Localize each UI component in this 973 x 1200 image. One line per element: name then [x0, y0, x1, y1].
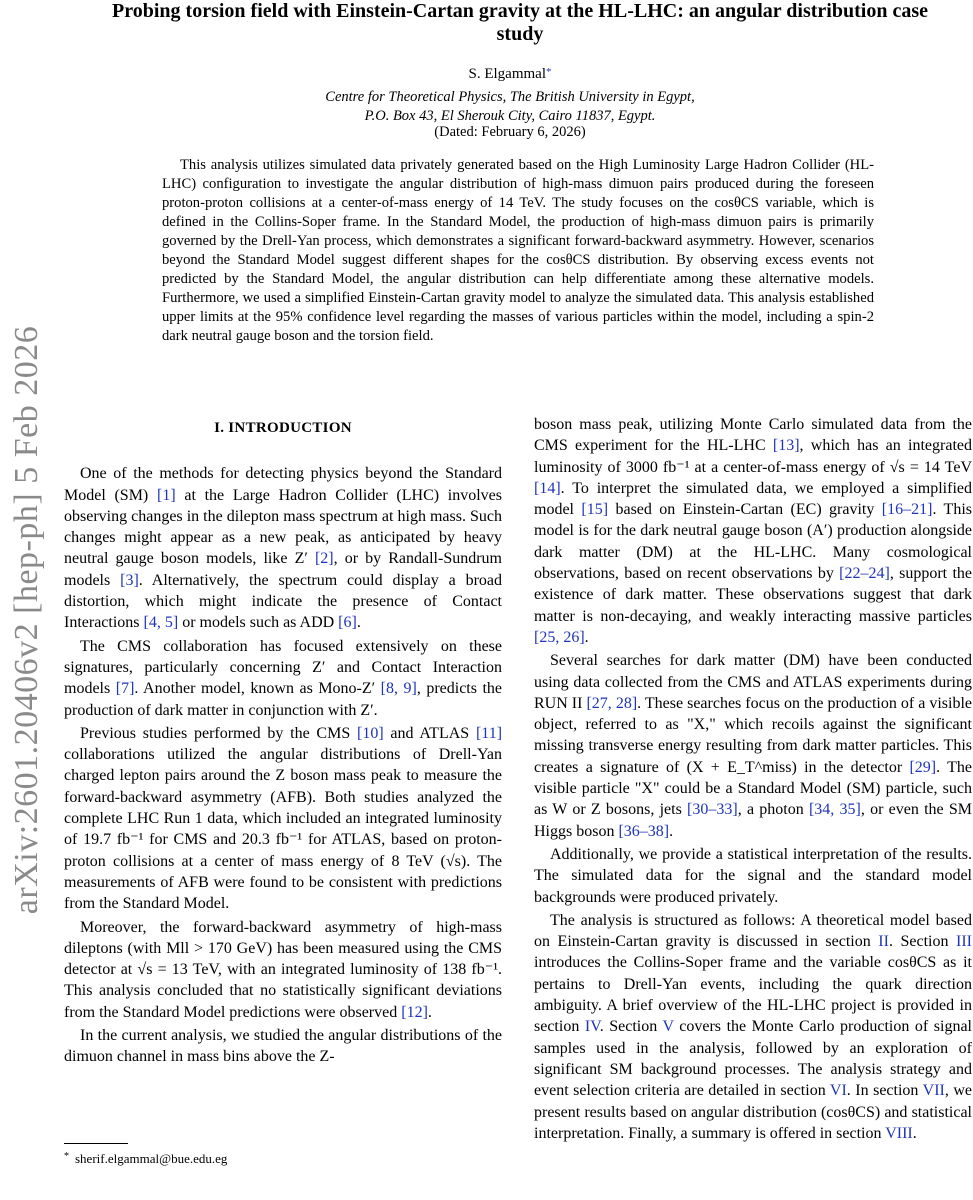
citation-link[interactable]: [3] [120, 571, 139, 589]
arxiv-identifier: arXiv:2601.20406v2 [hep-ph] 5 Feb 2026 [8, 325, 45, 915]
citation-link[interactable]: [4, 5] [143, 614, 179, 632]
text-run: . The visible particle "X" could be a Standard Model (SM) particle, such as W or Z bosons, jets [534, 758, 972, 819]
intro-paragraph-2 [64, 636, 502, 721]
text-run: . [584, 628, 589, 646]
intro-paragraph-4 [64, 917, 502, 1023]
intro-paragraph-5: In the current analysis, we studied the angular distributions of the dimuon channel in mass bins above the Z- [64, 1027, 502, 1066]
text-run: . This model is for the dark neutral gauge boson (A′) production alongside dark matter (DM) at the HL-LHC. Many cosmological observations, based on recent observations by [534, 501, 973, 583]
citation-link[interactable]: [6] [338, 614, 357, 632]
section-link[interactable]: V [662, 1018, 674, 1036]
text-run: boson mass peak, utilizing Monte Carlo simulated data from the CMS experiment for the HL-LHC [534, 416, 972, 455]
text-run: . [427, 1003, 432, 1021]
text-run: , support the existence of dark matter. These observations suggest that dark matter is non-decaying, and weakly interacting massive particles [534, 565, 972, 625]
arxiv-side-stamp [0, 300, 54, 940]
intro-paragraph-7: Additionally, we provide a statistical interpretation of the results. The simulated data for the signal and the standard model backgrounds were produced privately. [534, 845, 972, 906]
section-link[interactable]: III [956, 933, 972, 951]
citation-link[interactable]: [16–21] [881, 501, 933, 519]
intro-paragraph-5-continued [534, 414, 972, 648]
text-run: Previous studies performed by the CMS [80, 724, 357, 742]
author-line [200, 66, 820, 83]
text-run: The analysis is structured as follows: A theoretical model based on Einstein-Cartan gravity is discussed in section [534, 911, 972, 951]
citation-link[interactable]: [22–24] [839, 565, 890, 583]
citation-link[interactable]: [36–38] [618, 822, 670, 840]
left-column [64, 418, 502, 1070]
section-link[interactable]: VIII [885, 1124, 913, 1142]
paper-title: Probing torsion field with Einstein-Cartan gravity at the HL-LHC: an angular distribution case study [112, 0, 928, 45]
citation-link[interactable]: [10] [357, 724, 384, 742]
text-run: . Another model, known as Mono-Z′ [134, 680, 381, 698]
affiliation-line: Centre for Theoretical Physics, The British University in Egypt, [325, 89, 695, 105]
intro-paragraph-1 [64, 463, 502, 633]
citation-link[interactable]: [11] [475, 724, 503, 742]
footnote-email[interactable]: sherif.elgammal@bue.edu.eg [75, 1151, 228, 1166]
text-run: , which has an integrated luminosity of 3000 fb⁻¹ at a center-of-mass energy of √s = 14 TeV [534, 437, 973, 476]
author-name: S. Elgammal [468, 66, 546, 82]
affiliation-line: P.O. Box 43, El Sherouk City, Cairo 11837, Egypt. [364, 107, 656, 124]
text-run: at the Large Hadron Collider (LHC) involves observing changes in the dilepton mass spectrum at high mass. Such changes might appear as a new peak, as anticipated by heavy neutral gauge boson models, like Z′ [64, 486, 503, 568]
footnote-rule [64, 1143, 128, 1144]
text-run: One of the methods for detecting physics beyond the Standard Model (SM) [64, 465, 502, 504]
text-run: introduces the Collins-Soper frame and the variable cosθCS as it pertains to Drell-Yan events, including the quark direction ambiguity. A brief overview of the HL-LHC project is provided in section [534, 954, 972, 1036]
text-run: The CMS collaboration has focused extensively on these signatures, particularly concerning Z′ and Contact Interaction models [64, 637, 502, 698]
text-run: . Alternatively, the spectrum could display a broad distortion, which might indicate the presence of Contact Interactions [64, 571, 503, 632]
section-heading-introduction: I. INTRODUCTION [214, 420, 352, 436]
footnote-mark: * [64, 1151, 69, 1162]
author-footnote-mark[interactable]: * [546, 66, 552, 78]
text-run: , a photon [737, 801, 809, 819]
citation-link[interactable]: [13] [772, 437, 800, 455]
citation-link[interactable]: [7] [115, 680, 135, 698]
text-run: Several searches for dark matter (DM) have been conducted using data collected from the CMS and ATLAS experiments during RUN II [534, 652, 972, 712]
text-run: . [669, 822, 674, 840]
citation-link[interactable]: [1] [156, 486, 176, 504]
affiliation [200, 88, 820, 125]
text-run: , predicts the production of dark matter in conjunction with Z′. [64, 680, 503, 719]
citation-link[interactable]: [30–33] [687, 801, 738, 819]
text-run: . Section [599, 1018, 663, 1036]
text-run: and ATLAS [383, 724, 476, 742]
intro-paragraph-8 [534, 910, 972, 1144]
text-run: . To interpret the simulated data, we employed a simplified model [534, 479, 972, 519]
text-run: , or even the SM Higgs boson [534, 801, 973, 840]
section-link[interactable]: IV [584, 1018, 600, 1036]
date-line: (Dated: February 6, 2026) [434, 124, 586, 140]
citation-link[interactable]: [12] [401, 1003, 428, 1021]
text-run: based on Einstein-Cartan (EC) gravity [608, 501, 882, 519]
text-run: covers the Monte Carlo production of signal samples used in the analysis, followed by an exploration of significant SM background processes. The analysis strategy and event selection criteria are detailed in section [534, 1018, 972, 1100]
citation-link[interactable]: [25, 26] [534, 628, 585, 646]
text-run: . Section [888, 933, 957, 951]
text-run: . [356, 614, 361, 632]
section-link[interactable]: VI [829, 1082, 847, 1100]
citation-link[interactable]: [15] [581, 501, 609, 519]
text-run: , or by Randall-Sundrum models [64, 550, 503, 589]
text-run: collaborations utilized the angular distributions of Drell-Yan charged lepton pairs around the Z boson mass peak to measure the forward-backward asymmetry (AFB). Both studies analyzed the complete LHC Run 1 data, which included an integrated luminosity of 19.7 fb⁻¹ for CMS and 20.3 fb⁻¹ for ATLAS, based on proton-proton collisions at a center of mass energy of 8 TeV (√s). The measurements of AFB were found to be consistent with predictions from the Standard Model. [64, 746, 502, 913]
citation-link[interactable]: [27, 28] [586, 694, 638, 712]
intro-paragraph-3 [64, 723, 502, 915]
citation-link[interactable]: [8, 9] [380, 680, 417, 698]
abstract: This analysis utilizes simulated data privately generated based on the High Luminosity Large Hadron Collider (HL-LHC) configuration to investigate the angular distribution of high-mass dimuon pairs produced during the foreseen proton-proton collisions at a center-of-mass energy of 14 TeV. The study focuses on the cosθCS variable, which is defined in the Collins-Soper frame. In the Standard Model, the production of high-mass dimuon pairs is primarily governed by the Drell-Yan process, which demonstrates a significant forward-backward asymmetry. However, scenarios beyond the Standard Model suggest different shapes for the cosθCS distribution. By observing excess events not predicted by the Standard Model, the angular distribution can help differentiate among these alternative models. Furthermore, we used a simplified Einstein-Cartan gravity model to analyze the simulated data. This analysis established upper limits at the 95% confidence level regarding the masses of various particles within the model, including a spin-2 dark neutral gauge boson and the torsion field. [162, 157, 874, 344]
citation-link[interactable]: [2] [314, 550, 334, 568]
text-run: , we present results based on angular distribution (cosθCS) and statistical interpretation. Finally, a summary is offered in section [534, 1082, 973, 1142]
citation-link[interactable]: [34, 35] [808, 801, 861, 819]
section-link[interactable]: VII [922, 1082, 945, 1100]
text-run: . These searches focus on the production of a visible object, referred to as "X," which recoils against the significant missing transverse energy resulting from dark matter particles. This creates a signature of (X + E_T^miss) in the detector [534, 694, 972, 776]
citation-link[interactable]: [14] [534, 479, 561, 497]
text-run: Moreover, the forward-backward asymmetry of high-mass dileptons (with Mll > 170 GeV) has been measured using the CMS detector at √s = 13 TeV, with an integrated luminosity of 138 fb⁻¹. This analysis concluded that no statistically significant deviations from the Standard Model predictions were observed [64, 918, 502, 1021]
right-column [534, 414, 972, 1146]
text-run: . [912, 1124, 917, 1142]
intro-paragraph-6 [534, 650, 972, 842]
section-link[interactable]: II [878, 933, 889, 951]
footnote [64, 1151, 484, 1167]
text-run: or models such as ADD [178, 614, 339, 632]
text-run: . In section [846, 1082, 923, 1100]
citation-link[interactable]: [29] [909, 758, 937, 776]
